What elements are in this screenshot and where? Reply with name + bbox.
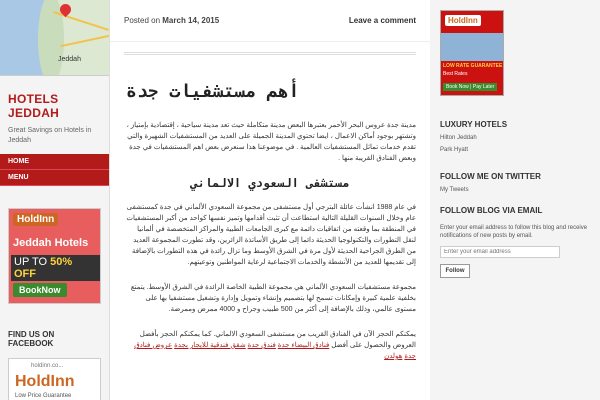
luxury-hotel-item[interactable]: Hilton Jeddah bbox=[440, 135, 477, 141]
nav-item-menu[interactable]: MENU bbox=[0, 170, 109, 186]
right-sidebar bbox=[430, 0, 600, 400]
facebook-widget-title: FIND US ON FACEBOOK bbox=[8, 330, 55, 348]
post-date-line bbox=[124, 16, 219, 25]
map-city-label: Jeddah bbox=[58, 56, 81, 63]
divider bbox=[124, 52, 416, 55]
holdinn-logo: HoldInn bbox=[445, 15, 481, 26]
holdinn-logo: HoldInn bbox=[13, 213, 58, 226]
post-paragraph: مجموعة مستشفيات السعودي الألماني هي مجموعة الطبية الخاصة الرائدة في الشرق الأوسط. يتمتع بخلفية علمية كبيرة وإمكانات تسمح لها بتصميم وإنشاء وتمويل وإدارة وتشغيل مستشفيا بها على مستوى عالمي، وذلك بالإضافة إلى أكثر من 500 طبيب وجراح و 4000 ممرض وممرضة. bbox=[130, 284, 416, 313]
post-title: أهم مستشفيات جدة bbox=[126, 81, 300, 102]
post-paragraph bbox=[110, 329, 430, 362]
site-title[interactable]: HOTELS JEDDAH bbox=[8, 92, 60, 120]
facebook-url: holdinn.co... bbox=[31, 363, 64, 369]
ad-headline: Jeddah Hotels bbox=[13, 237, 89, 249]
primary-nav bbox=[0, 154, 109, 186]
ad-book-now-button[interactable]: BookNow bbox=[13, 283, 67, 297]
ad-discount bbox=[11, 255, 100, 281]
post-date-link[interactable]: March 14, 2015 bbox=[162, 16, 220, 25]
hotel-link[interactable]: فندق جدة bbox=[247, 342, 276, 349]
section-heading: مستشفى السعودي الالماني bbox=[190, 176, 350, 190]
email-follow-text: Enter your email address to follow this blog and receive notifications of new posts by email. bbox=[440, 225, 588, 239]
ad-book-button[interactable]: Book Now | Pay Later bbox=[443, 83, 497, 91]
paragraph-text: يمكنكم الحجز الآن في الفنادق القريب من مستشفى السعودي الالماني. كما يمكنكم الحجز بأفضل العروض والحصول على أفضل bbox=[139, 331, 416, 349]
holdinn-ad[interactable] bbox=[440, 10, 504, 96]
luxury-hotels-title: LUXURY HOTELS bbox=[440, 120, 508, 129]
hotel-link[interactable]: هولدن bbox=[384, 353, 403, 360]
follow-button[interactable]: Follow bbox=[440, 264, 470, 278]
twitter-widget-title: FOLLOW ME ON TWITTER bbox=[440, 172, 541, 181]
nav-item-home[interactable]: HOME bbox=[0, 154, 109, 170]
post-meta bbox=[110, 0, 430, 42]
hotel-link[interactable]: فنادق البيضاء جدة bbox=[277, 342, 330, 349]
map-widget[interactable] bbox=[0, 0, 109, 76]
jeddah-hotels-ad[interactable] bbox=[8, 208, 101, 304]
main-content bbox=[110, 0, 430, 400]
facebook-brand: HoldInn bbox=[15, 373, 75, 390]
my-tweets-link[interactable]: My Tweets bbox=[440, 187, 469, 193]
ad-photo bbox=[441, 33, 504, 61]
leave-comment-link[interactable]: Leave a comment bbox=[348, 16, 416, 25]
posted-on-label: Posted on bbox=[124, 16, 161, 25]
ad-subline: Best Rates bbox=[443, 71, 468, 77]
map-road bbox=[60, 35, 109, 47]
left-sidebar bbox=[0, 0, 110, 400]
email-follow-title: FOLLOW BLOG VIA EMAIL bbox=[440, 206, 543, 215]
hotel-link[interactable]: عروض فنادق جدة bbox=[134, 342, 416, 360]
ad-upto: UP TO bbox=[14, 256, 48, 268]
post-paragraph: مدينة جدة عروس البحر الأحمر بعتبرها البعض مدينة متكاملة حيث تعد مدينة سياحية ، إقتصادية بإمتياز ، وتشتهر بوجود أماكن الاعمال ، ايضا تحتوي المدينة الجميلة على العديد من المستشفيات الشهيرة والتي تقدم خدمات تماثل المستشفيات العالمية . في موضوعنا هذا سنعرض بعض اهم المستشفيات في جدة وبعض الفنادق القريبة منها . bbox=[126, 122, 416, 162]
site-description: Great Savings on Hotels in Jeddah bbox=[8, 127, 92, 144]
ad-tagline: LOW RATE GUARANTEE bbox=[443, 63, 503, 69]
email-input[interactable] bbox=[440, 246, 560, 258]
ad-percent: 50% OFF bbox=[14, 256, 73, 280]
hotel-link[interactable]: شقق فندقية للايجار بجدة bbox=[174, 342, 246, 349]
facebook-page-box[interactable] bbox=[8, 358, 101, 400]
luxury-hotel-item[interactable]: Park Hyatt bbox=[440, 147, 469, 153]
post-paragraph: في عام 1988 انشأت عائلة البترجي أول مستشفى من مجموعة السعودي الألماني في جدة كمستشفى عام وخلال السنوات القليلة التالية استطاعت أن تثبت أقدامها وتميز نفسها كواحد من أكبر المستشفيات في المنطقة بما وقعته من اتفاقيات دائمة مع كبرى الجامعات الطبية والمراكز المتخصصة في ألمانيا لنقل التطورات والتكنولوجيا الحديثة دائما إلى طريق الأساتذة الزائرين، وقد تطورت المجموعة العديد من الطرق الجراحية الحديثة لأول مرة في الشرق الأوسط وما تزال رائدة في هذه التطورات بالإضافة إلى تقديمها للعديد من الأنشطة والخدمات الاجتماعية لرعاية المواطنين وتوعيتهم. bbox=[126, 204, 416, 266]
facebook-subtitle: Low Price Guarantee bbox=[15, 393, 72, 399]
